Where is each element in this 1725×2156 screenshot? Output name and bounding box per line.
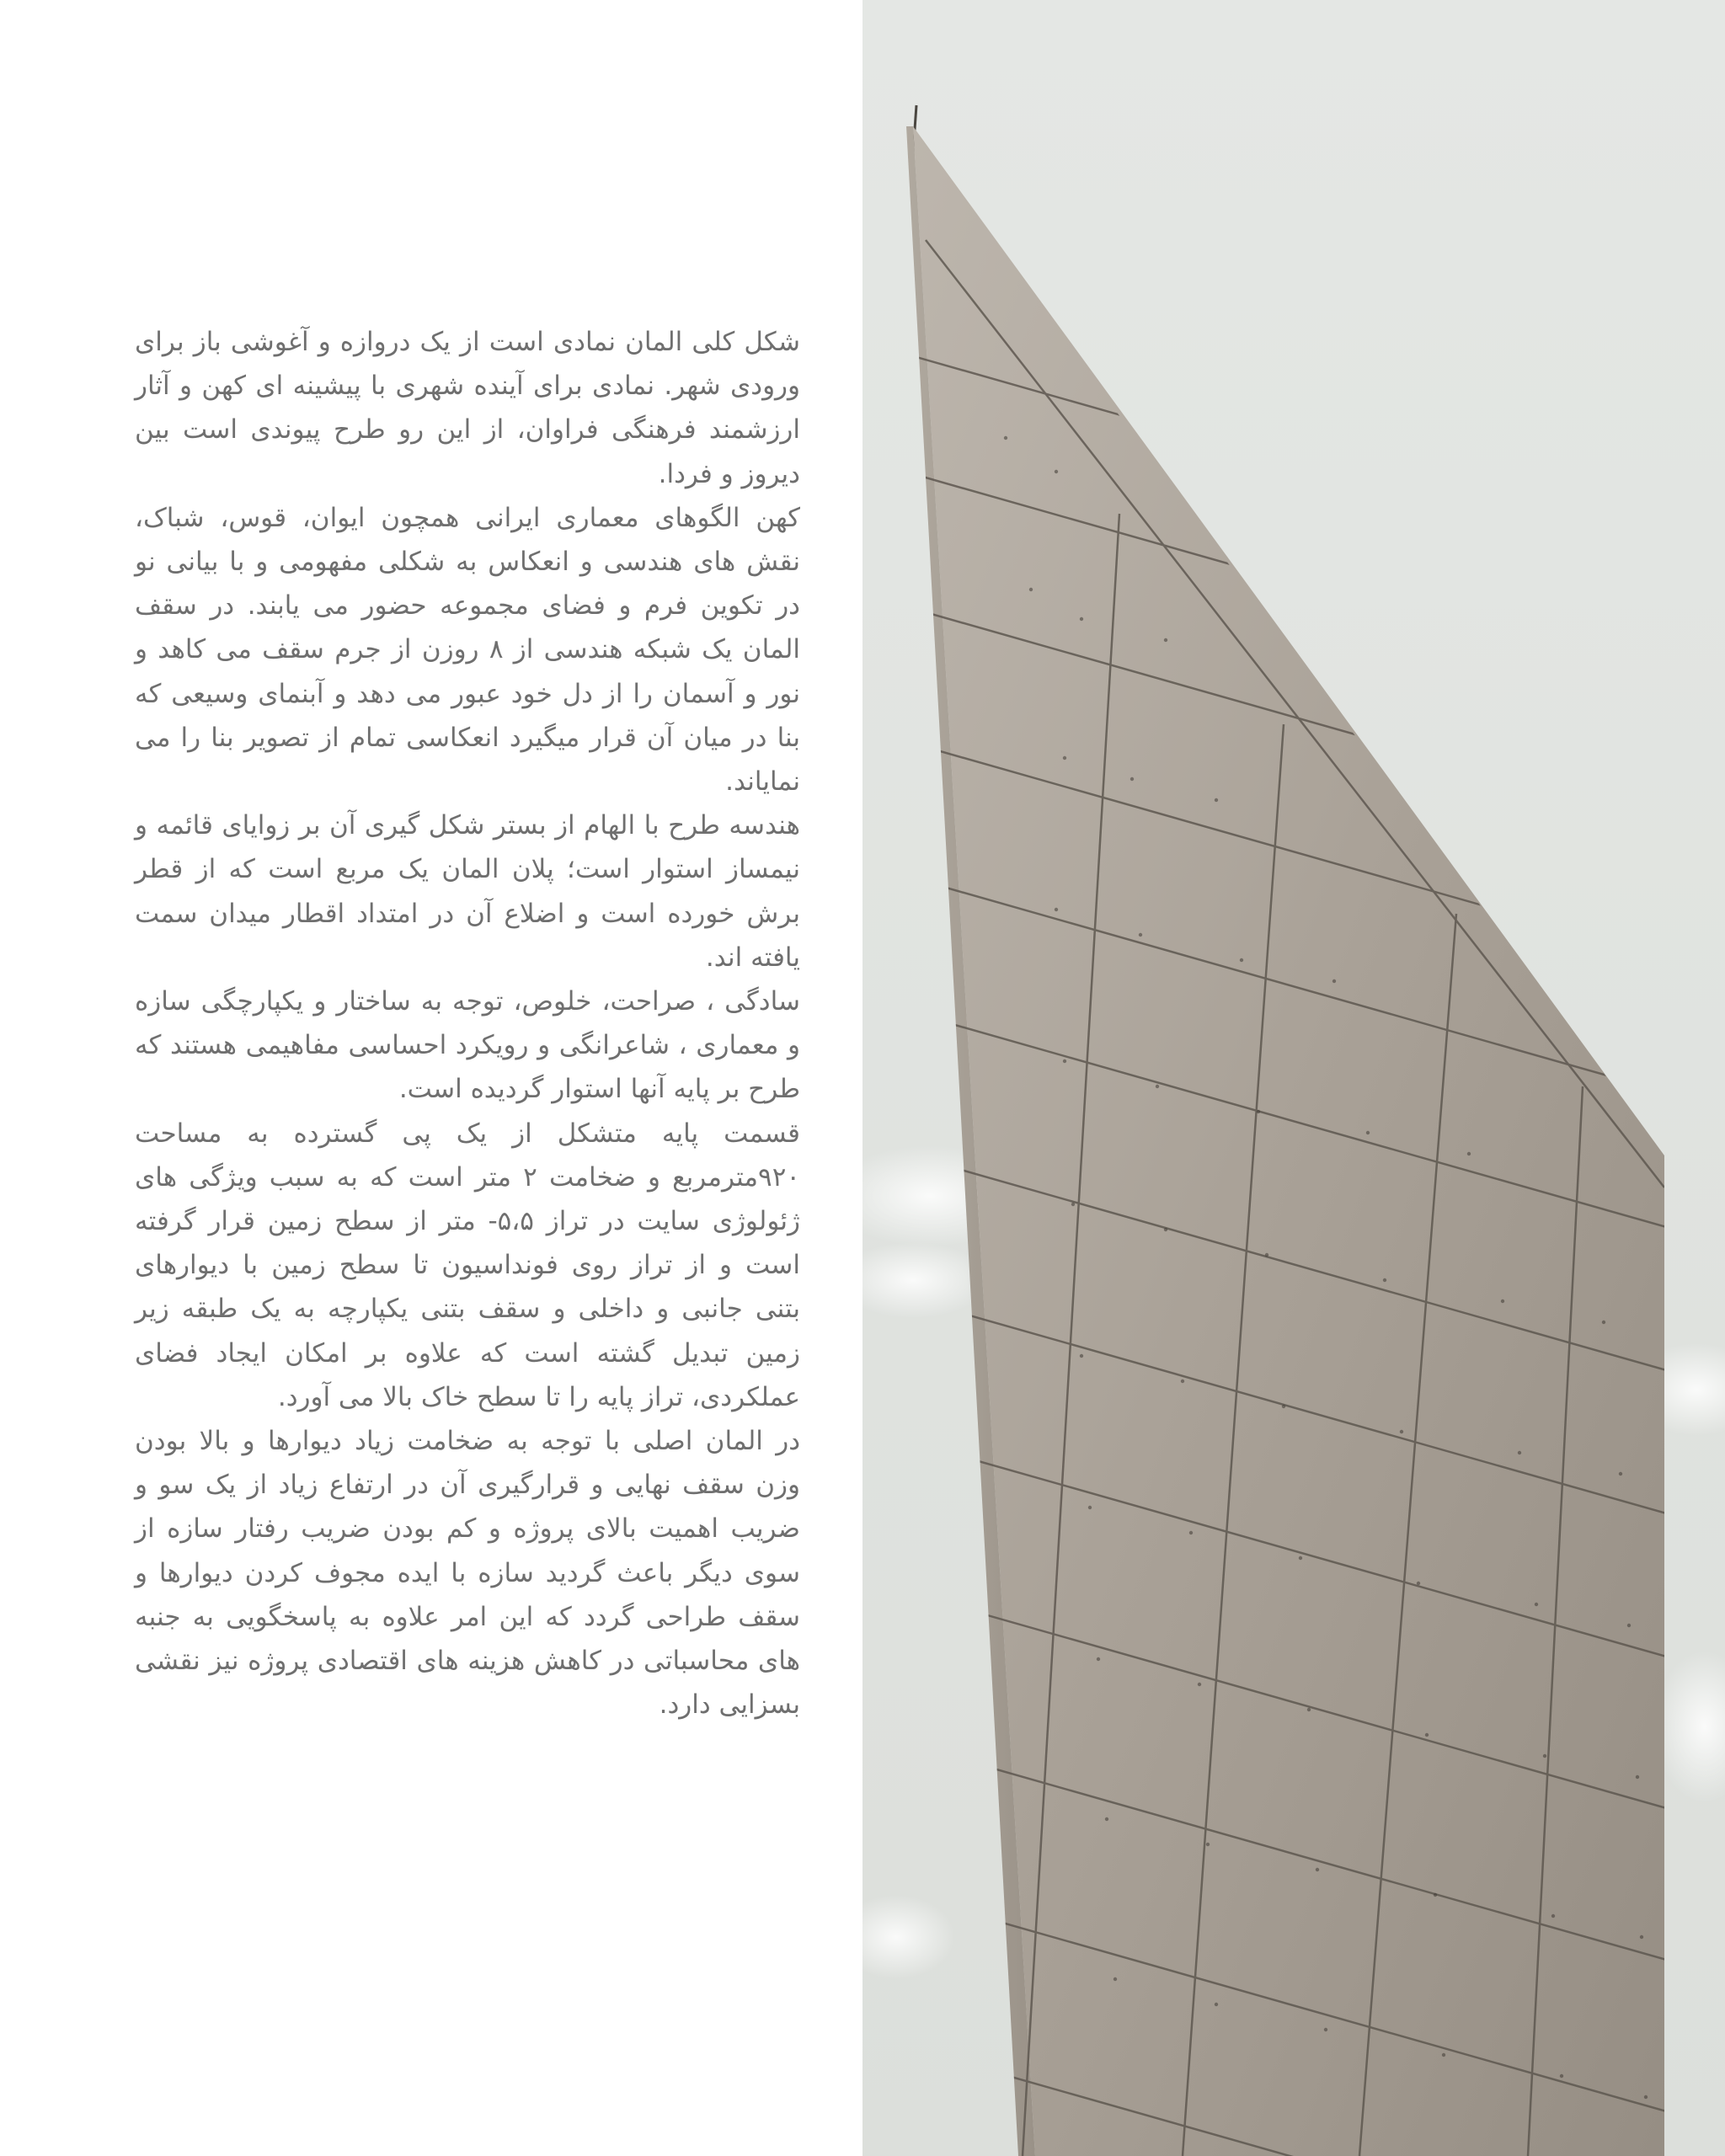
- paragraph-foundation: قسمت پایه متشکل از یک پی گسترده به مساحت ۹۲۰مترمربع و ضخامت ۲ متر است که به سبب ویژگی های ژئولوژی سایت در تراز ۵،۵- متر از سطح زمین قرار گرفته است و از تراز روی فونداسیون تا سطح زمین با دیوارهای بتنی جانبی و داخلی و سقف بتنی یکپارچه به یک طبقه زیر زمین تبدیل گشته است که علاوه بر امکان ایجاد فضای عملکردی، تراز پایه را تا سطح خاک بالا می آورد.: [135, 1118, 800, 1412]
- paragraph-geometry: هندسه طرح با الهام از بستر شکل گیری آن بر زوایای قائمه و نیمساز استوار است؛ پلان المان یک مربع است که از قطر برش خورده است و اضلاع آن در امتداد اقطار میدان سمت یافته اند.: [135, 810, 800, 973]
- paragraph-structure: در المان اصلی با توجه به ضخامت زیاد دیوارها و بالا بودن وزن سقف نهایی و قرارگیری آن در ارتفاع زیاد از یک سو و ضریب اهمیت بالای پروژه و کم بودن ضریب رفتار سازه از سوی دیگر باعث گردید سازه با ایده مجوف کردن دیوارها و سقف طراحی گردد که این امر علاوه به پاسخگویی به جنبه های محاسباتی در کاهش هزینه های اقتصادی پروژه نیز نقشی بسزایی دارد.: [135, 1426, 800, 1721]
- paragraph-intro: شکل کلی المان نمادی است از یک دروازه و آغوشی باز برای ورودی شهر. نمادی برای آینده شهری با پیشینه ای کهن و آثار ارزشمند فرهنگی فراوان، از این رو طرح پیوندی است بین دیروز و فردا.: [135, 327, 800, 489]
- concrete-monument-illustration: [862, 0, 1725, 2156]
- paragraph-archetypes: کهن الگوهای معماری ایرانی همچون ایوان، قوس، شباک، نقش های هندسی و انعکاس به شکلی مفهومی و با بیانی نو در تکوین فرم و فضای مجموعه حضور می یابند. در سقف المان یک شبکه هندسی از ۸ روزن از جرم سقف می کاهد و نور و آسمان را از دل خود عبور می دهد و آبنمای وسیعی که بنا در میان آن قرار میگیرد انعکاسی تمام از تصویر بنا را می نمایاند.: [135, 502, 800, 798]
- monument-photo: [862, 0, 1725, 2156]
- paragraph-principles: سادگی ، صراحت، خلوص، توجه به ساختار و یکپارچگی سازه و معماری ، شاعرانگی و رویکرد احساسی مفاهیمی هستند که طرح بر پایه آنها استوار گردیده است.: [135, 986, 800, 1105]
- article-text: [135, 320, 800, 1727]
